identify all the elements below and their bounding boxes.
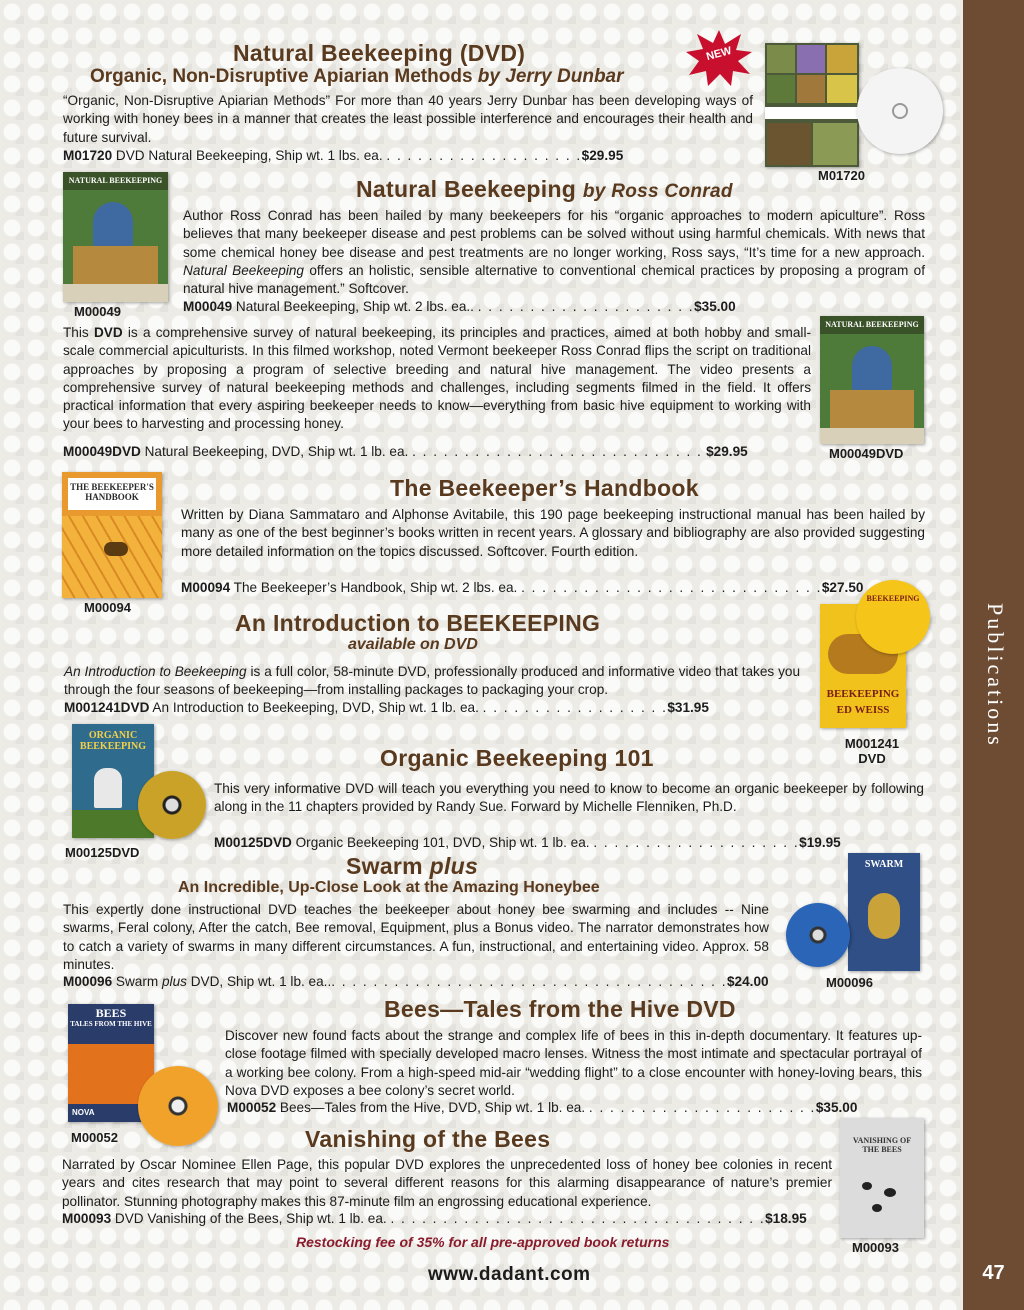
product-image-m01720 (765, 43, 859, 167)
product-title-m00125dvd: Organic Beekeeping 101 (380, 745, 654, 771)
section-label: Publications (983, 603, 1008, 748)
product-desc-m00049dvd: This DVD is a comprehensive survey of natural beekeeping, its principles and practices, aimed at both hobby and small-scale commercial apiculturists. In this filmed workshop, noted Vermont beekeeper Ross Conrad flips the script on traditional approaches by proposing a program of selective breeding and natural hive management. The video presents a comprehensive survey of natural beekeeping methods and challenges, including segments filmed in the field. It offers practical information that every aspiring beekeeper needs to know—everything from basic hive equipment to working with your bees to harvesting and processing honey. (63, 325, 812, 432)
product-title-m01720: Natural Beekeeping (DVD) (233, 40, 526, 66)
disc-image-m001241dvd: BEEKEEPING (856, 580, 930, 654)
page-number: 47 (982, 1262, 1005, 1284)
order-line-m00094: M00094 The Beekeeper’s Handbook, Ship wt. 2 lbs. ea. . . . . . . . . . . . . . . . . . . . . . . . . . . . . .$27.50 (181, 580, 864, 595)
product-desc-m00094: Written by Diana Sammataro and Alphonse Avitabile, this 190 page beekeeping instructional manual has been hailed by many as one of the best beginner’s books written in recent years. A glossary and bibliography are also provided suggesting more detailed information on the topics discussed. Softcover. Fourth edition. (181, 507, 925, 559)
product-image-m00094: THE BEEKEEPER'S HANDBOOK (62, 472, 162, 598)
order-line-m01720: M01720 DVD Natural Beekeeping, Ship wt. 1 lbs. ea. . . . . . . . . . . . . . . . . . . .$29.95 (63, 148, 624, 163)
new-badge-text: NEW (705, 44, 733, 64)
order-line-m00096: M00096 Swarm plus DVD, Ship wt. 1 lb. ea... . . . . . . . . . . . . . . . . . . . . . . . . . . . . . . . . . . . . .$24.00 (63, 974, 769, 989)
order-line-m00049: M00049 Natural Beekeeping, Ship wt. 2 lbs. ea.. . . . . . . . . . . . . . . . . . . . . .$35.00 (183, 299, 736, 314)
product-title-m00052: Bees—Tales from the Hive DVD (384, 996, 736, 1022)
website-link[interactable]: www.dadant.com (428, 1264, 591, 1285)
order-line-m00093: M00093 DVD Vanishing of the Bees, Ship wt. 1 lb. ea. . . . . . . . . . . . . . . . . . . . . . . . . . . . . . . . . . . . .$18.95 (62, 1211, 807, 1226)
image-label-m00094: M00094 (84, 600, 131, 615)
product-image-m00125dvd: ORGANIC BEEKEEPING (72, 724, 154, 838)
disc-image-m00125dvd (138, 771, 206, 839)
product-title-m00049: Natural Beekeeping by Ross Conrad (356, 176, 733, 202)
image-label-m001241dvd: M001241 DVD (844, 736, 900, 766)
product-desc-m00052: Discover new found facts about the strange and complex life of bees in this in-depth documentary. It features up-close footage filmed with specially developed macro lenses. Witness the most intimate and spectacular portrayal of a working bee colony. From a high-speed mid-air “wedding flight” to a close encounter with honey-loving bears, this Nova DVD exposes a bee colony’s secret world. (225, 1028, 922, 1098)
product-image-m00096: SWARM (848, 853, 920, 971)
new-badge (684, 28, 754, 88)
image-label-m00049dvd: M00049DVD (829, 446, 904, 461)
disc-image-m00096 (786, 903, 850, 967)
order-line-m00125dvd: M00125DVD Organic Beekeeping 101, DVD, Ship wt. 1 lb. ea. . . . . . . . . . . . . . . . . . . . .$19.95 (214, 835, 841, 850)
image-label-m00049: M00049 (74, 304, 121, 319)
disc-image-m01720 (857, 68, 943, 154)
product-desc-m01720: “Organic, Non-Disruptive Apiarian Methods” For more than 40 years Jerry Dunbar has been developing ways of working with honey bees in a manner that creates the least possible interference and encourages their health and future survival. (63, 93, 753, 145)
product-title-m00096: Swarm plus (346, 853, 479, 879)
product-title-m00093: Vanishing of the Bees (305, 1126, 551, 1152)
image-label-m01720: M01720 (818, 168, 865, 183)
order-line-m00049dvd: M00049DVD Natural Beekeeping, DVD, Ship wt. 1 lb. ea. . . . . . . . . . . . . . . . . . . . . . . . . . . . . $29.95 (63, 444, 748, 459)
product-author-m00049: by Ross Conrad (582, 181, 733, 202)
order-line-m00052: M00052 Bees—Tales from the Hive, DVD, Ship wt. 1 lb. ea. . . . . . . . . . . . . . . . . . . . . . .$35.00 (227, 1100, 858, 1115)
product-subtitle-m01720: Organic, Non-Disruptive Apiarian Methods by Jerry Dunbar (90, 66, 624, 87)
order-line-m001241dvd: M001241DVD An Introduction to Beekeeping, DVD, Ship wt. 1 lb. ea. . . . . . . . . . . . . . . . . . .$31.95 (64, 700, 709, 715)
product-author-m01720: by Jerry Dunbar (477, 66, 624, 87)
image-label-m00093: M00093 (852, 1240, 899, 1255)
product-image-m00049dvd: NATURAL BEEKEEPING (820, 316, 924, 444)
product-desc-m00093: Narrated by Oscar Nominee Ellen Page, this popular DVD explores the unprecedented loss of honey bee colonies in recent years and cites research that may point to several different reasons for this alarming disappearance of nature’s premier pollinator. Stunning photography makes this 87-minute film an engrossing educational experience. (62, 1157, 832, 1209)
product-title-m001241dvd: An Introduction to BEEKEEPING (235, 610, 601, 636)
image-label-m00125dvd: M00125DVD (65, 845, 140, 860)
restocking-note: Restocking fee of 35% for all pre-approved book returns (296, 1234, 670, 1250)
product-image-m001241dvd: BEEKEEPING ED WEISS (820, 604, 906, 728)
image-label-m00052: M00052 (71, 1130, 118, 1145)
product-title-m00094: The Beekeeper’s Handbook (390, 475, 699, 501)
product-desc-m00125dvd: This very informative DVD will teach you everything you need to know to become an organic beekeeper by following along in the 11 chapters provided by Randy Sue. Forward by Michelle Flenniken, Ph.D. (214, 781, 924, 815)
product-image-m00093: VANISHING OF THE BEES (840, 1118, 924, 1238)
disc-image-m00052 (138, 1066, 218, 1146)
product-image-m00049: NATURAL BEEKEEPING (63, 172, 168, 302)
product-subtitle-m001241dvd: available on DVD (348, 636, 478, 653)
product-subtitle-m00096: An Incredible, Up-Close Look at the Amazing Honeybee (178, 879, 600, 896)
product-desc-m001241dvd: An Introduction to Beekeeping is a full color, 58-minute DVD, professionally produced and informative video that takes you through the four seasons of beekeeping—from installing packages to packaging your crop. (64, 664, 801, 698)
image-label-m00096: M00096 (826, 975, 873, 990)
product-desc-m00049: Author Ross Conrad has been hailed by many beekeepers for his “organic approaches to modern apiculture”. Ross believes that many beekeeper disease and pest problems can be solved without using harmful chemicals. With news that some chemical honey bee disease and pest treatments are no longer working, Ross says, “It’s time for a new approach. Natural Beekeeping offers an holistic, sensible alternative to conventional chemical practices by proposing a program of natural hive management.” Softcover. (183, 208, 926, 297)
product-image-m00052: BEES TALES FROM THE HIVE NOVA (68, 1004, 154, 1122)
product-desc-m00096: This expertly done instructional DVD teaches the beekeeper about honey bee swarming and includes -- Nine swarms, Feral colony, After the catch, Bee removal, Equipment, plus a Bonus video. The narrator demonstrates how to catch a variety of swarms in many different circumstances. A fun, instructional, and entertaining video. Approx. 58 minutes. (63, 902, 769, 972)
